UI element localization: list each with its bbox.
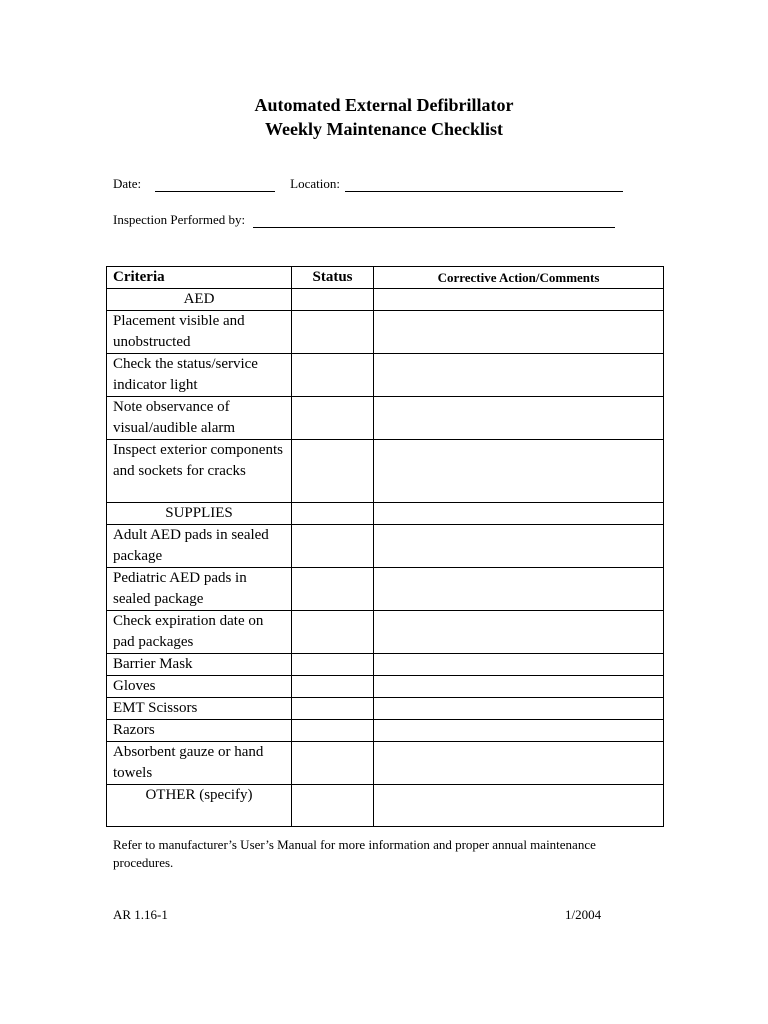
criteria-cell: Check expiration date on pad packages bbox=[107, 611, 292, 654]
table-row bbox=[107, 742, 664, 785]
comments-cell[interactable] bbox=[374, 654, 664, 676]
criteria-cell: Barrier Mask bbox=[107, 654, 292, 676]
comments-cell[interactable] bbox=[374, 568, 664, 611]
status-cell[interactable] bbox=[292, 568, 374, 611]
table-row bbox=[107, 611, 664, 654]
comments-cell[interactable] bbox=[374, 785, 664, 827]
table-row bbox=[107, 698, 664, 720]
form-id: AR 1.16-1 bbox=[113, 907, 168, 922]
comments-cell[interactable] bbox=[374, 698, 664, 720]
comments-cell[interactable] bbox=[374, 720, 664, 742]
form-date: 1/2004 bbox=[565, 907, 602, 922]
criteria-cell: Adult AED pads in sealed package bbox=[107, 525, 292, 568]
criteria-cell: Note observance of visual/audible alarm bbox=[107, 397, 292, 440]
inspector-row bbox=[113, 212, 615, 228]
comments-cell[interactable] bbox=[374, 354, 664, 397]
status-cell[interactable] bbox=[292, 698, 374, 720]
section-row-other bbox=[107, 785, 664, 827]
comments-cell[interactable] bbox=[374, 742, 664, 785]
maintenance-checklist-table bbox=[106, 266, 664, 827]
section-label-supplies: SUPPLIES bbox=[107, 503, 292, 525]
criteria-cell: Gloves bbox=[107, 676, 292, 698]
status-cell[interactable] bbox=[292, 742, 374, 785]
section-label-other: OTHER (specify) bbox=[107, 785, 292, 827]
date-location-row bbox=[113, 176, 623, 192]
comments-cell[interactable] bbox=[374, 611, 664, 654]
status-cell[interactable] bbox=[292, 354, 374, 397]
document-title: Automated External Defibrillator bbox=[254, 95, 514, 115]
status-cell[interactable] bbox=[292, 785, 374, 827]
date-field[interactable] bbox=[155, 177, 275, 192]
criteria-cell: Absorbent gauze or hand towels bbox=[107, 742, 292, 785]
status-header: Status bbox=[292, 267, 374, 289]
comments-header: Corrective Action/Comments bbox=[374, 267, 664, 289]
comments-cell[interactable] bbox=[374, 397, 664, 440]
criteria-header: Criteria bbox=[107, 267, 292, 289]
section-row-aed bbox=[107, 289, 664, 311]
comments-cell[interactable] bbox=[374, 440, 664, 503]
status-cell[interactable] bbox=[292, 525, 374, 568]
table-row bbox=[107, 654, 664, 676]
status-cell[interactable] bbox=[292, 611, 374, 654]
inspector-label: Inspection Performed by: bbox=[113, 212, 246, 227]
document-subtitle: Weekly Maintenance Checklist bbox=[265, 119, 503, 139]
table-row bbox=[107, 720, 664, 742]
manual-reference-note: Refer to manufacturer’s User’s Manual for more information and proper annual maintenance procedures. bbox=[113, 837, 596, 870]
status-cell[interactable] bbox=[292, 720, 374, 742]
inspector-field[interactable] bbox=[253, 213, 615, 228]
table-row bbox=[107, 311, 664, 354]
table-row bbox=[107, 397, 664, 440]
table-row bbox=[107, 525, 664, 568]
comments-cell[interactable] bbox=[374, 676, 664, 698]
status-cell[interactable] bbox=[292, 289, 374, 311]
criteria-cell: Inspect exterior components and sockets for cracks bbox=[107, 440, 292, 503]
criteria-cell: Pediatric AED pads in sealed package bbox=[107, 568, 292, 611]
criteria-cell: EMT Scissors bbox=[107, 698, 292, 720]
criteria-cell: Razors bbox=[107, 720, 292, 742]
header-row bbox=[107, 267, 664, 289]
date-label: Date: bbox=[113, 176, 142, 191]
status-cell[interactable] bbox=[292, 654, 374, 676]
status-cell[interactable] bbox=[292, 397, 374, 440]
section-label-aed: AED bbox=[107, 289, 292, 311]
comments-cell[interactable] bbox=[374, 525, 664, 568]
criteria-cell: Placement visible and unobstructed bbox=[107, 311, 292, 354]
comments-cell[interactable] bbox=[374, 289, 664, 311]
table-row bbox=[107, 676, 664, 698]
table-row bbox=[107, 354, 664, 397]
criteria-cell: Check the status/service indicator light bbox=[107, 354, 292, 397]
status-cell[interactable] bbox=[292, 311, 374, 354]
status-cell[interactable] bbox=[292, 676, 374, 698]
location-label: Location: bbox=[290, 176, 340, 191]
table-row bbox=[107, 568, 664, 611]
comments-cell[interactable] bbox=[374, 503, 664, 525]
status-cell[interactable] bbox=[292, 503, 374, 525]
comments-cell[interactable] bbox=[374, 311, 664, 354]
table-row bbox=[107, 440, 664, 503]
status-cell[interactable] bbox=[292, 440, 374, 503]
section-row-supplies bbox=[107, 503, 664, 525]
location-field[interactable] bbox=[345, 177, 623, 192]
